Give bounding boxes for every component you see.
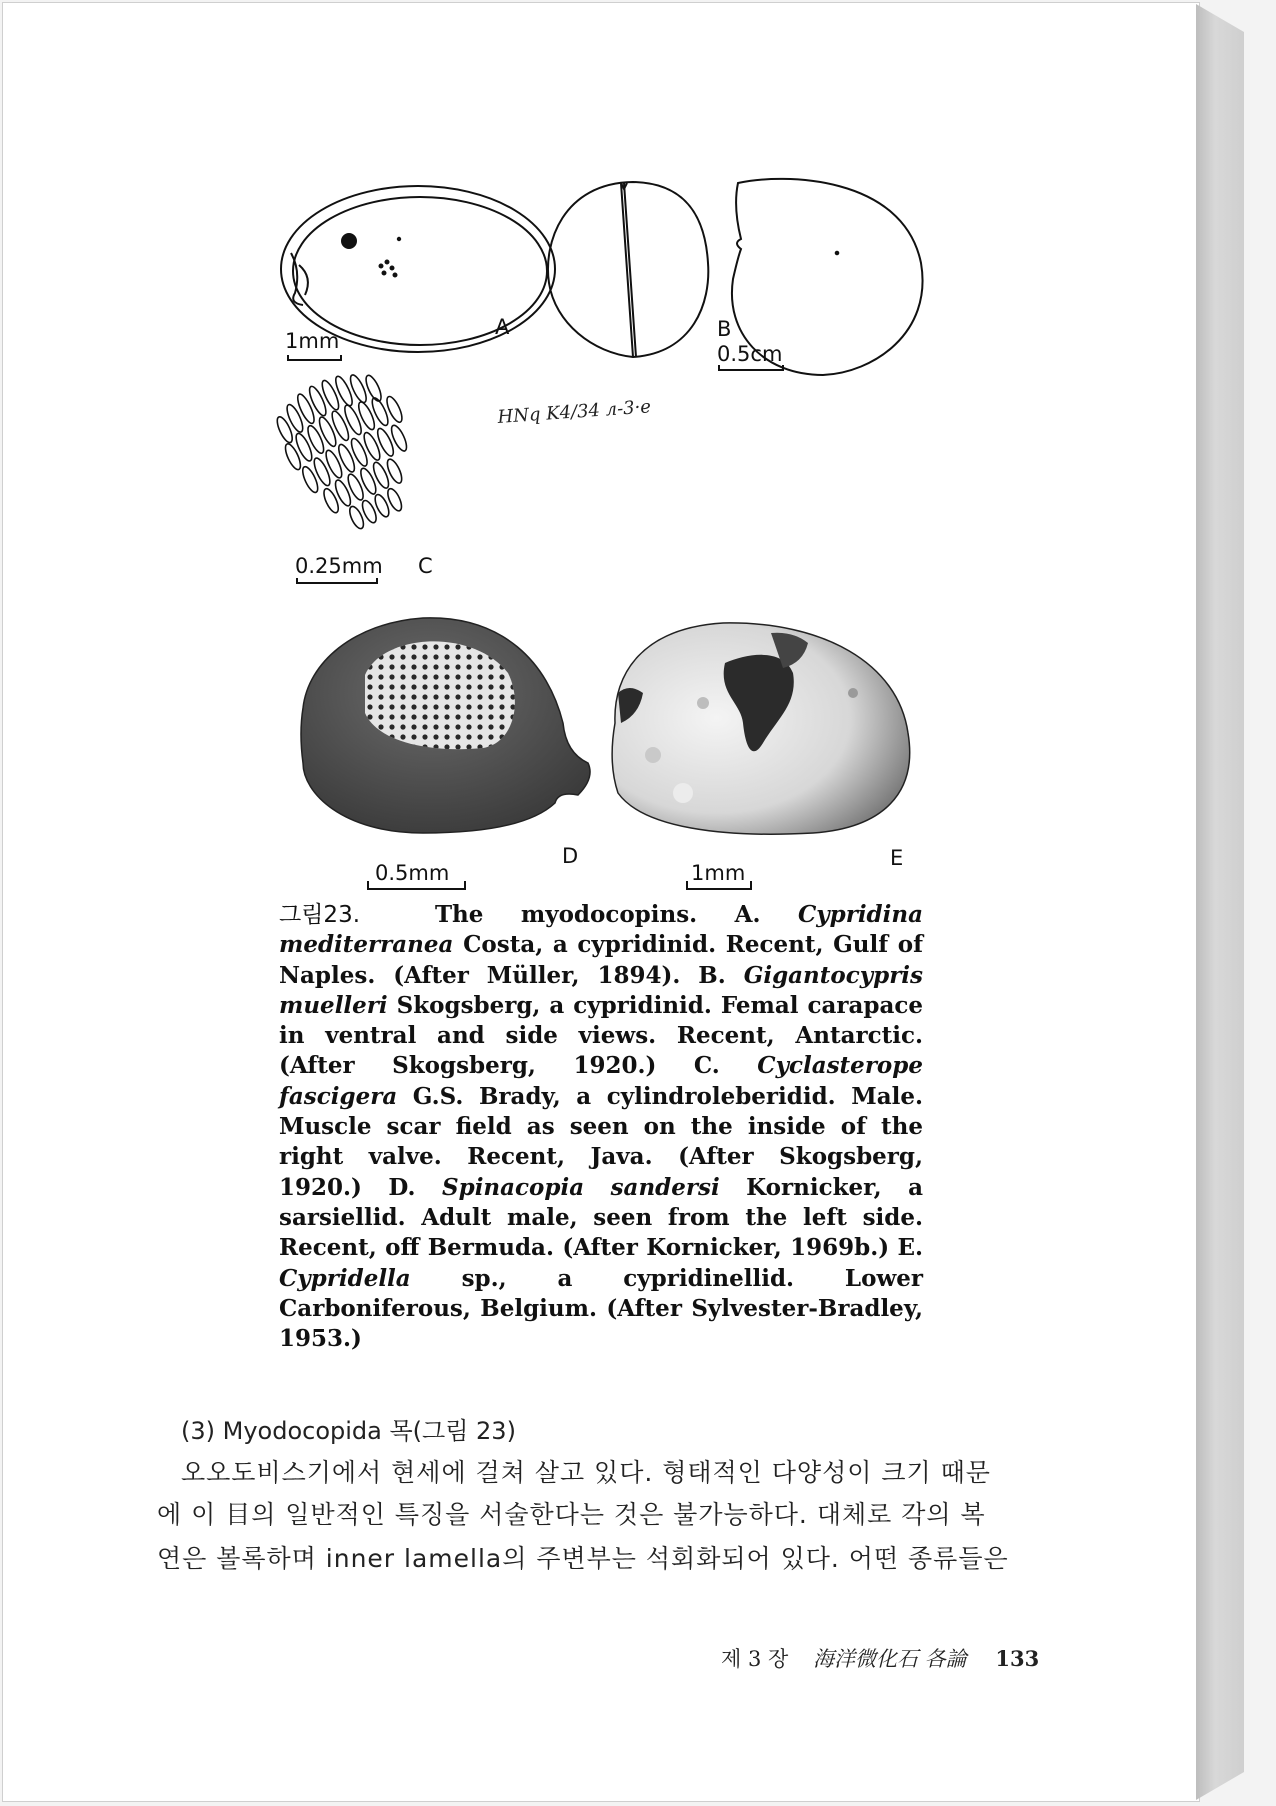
figure-e-scale-bar xyxy=(687,861,751,889)
figure-c-scale-bar xyxy=(295,554,383,583)
caption-segment: Costa, a cypridinid. Recent, Gulf of Naples. (After Müller, 1894). B. xyxy=(279,931,923,989)
figure-label-c: C xyxy=(418,554,433,578)
figure-caption xyxy=(279,900,923,1354)
body-line: 에 이 目의 일반적인 특징을 서술한다는 것은 불가능하다. 대체로 각의 복 xyxy=(157,1500,986,1529)
handwritten-note: HNq K4/34 л-3·e xyxy=(496,396,652,428)
figure-a-scale-bar xyxy=(285,329,341,360)
figure-label-e: E xyxy=(890,846,904,870)
caption-taxon-name: Cypridella xyxy=(279,1264,411,1292)
caption-segment: sp., a cypridinellid. Lower Carboniferous, Belgium. (After Sylvester-Bradley, 1953.) xyxy=(279,1264,923,1353)
svg-text:1mm: 1mm xyxy=(691,861,746,885)
svg-text:0.5mm: 0.5mm xyxy=(375,861,450,885)
caption-segment: G.S. Brady, a cylindroleberidid. Male. Muscle scar field as seen on the inside of the right valve. Recent, Java. (After Skogsberg, 1920.) D. xyxy=(279,1082,923,1201)
body-line: 연은 볼록하며 inner lamella의 주변부는 석회화되어 있다. 어떤 종류들은 xyxy=(157,1544,1009,1573)
footer-title: 海洋微化石 各論 xyxy=(812,1647,967,1671)
caption-taxon-name: Spinacopia sandersi xyxy=(442,1173,720,1201)
caption-segment: Skogsberg, a cypridinid. Femal carapace in ventral and side views. Recent, Antarctic. (After Skogsberg, 1920.) C. xyxy=(279,991,923,1080)
figure-label-a: A xyxy=(495,315,510,339)
svg-text:0.25mm: 0.25mm xyxy=(295,554,383,578)
book-page xyxy=(2,2,1200,1802)
figure-label-b: B xyxy=(717,317,732,341)
figure-b-scale-bar xyxy=(717,342,783,370)
figure-c-drawing xyxy=(265,357,439,545)
page-number: 133 xyxy=(995,1646,1040,1671)
caption-label: 그림23. xyxy=(279,902,361,928)
caption-segment: Kornicker, a sarsiellid. Adult male, seen from the left side. Recent, off Bermuda. (After Kornicker, 1969b.) E. xyxy=(279,1173,923,1262)
figure-label-d: D xyxy=(562,844,579,868)
caption-taxon-name: Cypridina mediterranea xyxy=(279,901,924,959)
figure-d-scale-bar xyxy=(368,861,465,889)
body-line: 오오도비스기에서 현세에 걸쳐 살고 있다. 형태적인 다양성이 크기 때문 xyxy=(181,1458,991,1487)
page-footer xyxy=(721,1643,1039,1673)
caption-taxon-name: Cyclasterope fascigera xyxy=(279,1052,923,1110)
svg-text:1mm: 1mm xyxy=(285,329,340,353)
section-heading: (3) Myodocopida 목(그림 23) xyxy=(181,1417,516,1445)
caption-segment: The myodocopins. A. xyxy=(434,901,798,928)
caption-text xyxy=(279,901,923,1352)
figure-plate xyxy=(3,3,1199,903)
page-edge-shadow xyxy=(1196,4,1244,1800)
figure-e-photo xyxy=(612,623,910,834)
caption-taxon-name: Gigantocypris muelleri xyxy=(279,961,923,1019)
figure-d-photo xyxy=(301,618,590,833)
figure-a-drawing xyxy=(281,186,555,352)
footer-chapter: 제 3 장 xyxy=(721,1647,789,1671)
svg-text:0.5cm: 0.5cm xyxy=(717,342,783,366)
